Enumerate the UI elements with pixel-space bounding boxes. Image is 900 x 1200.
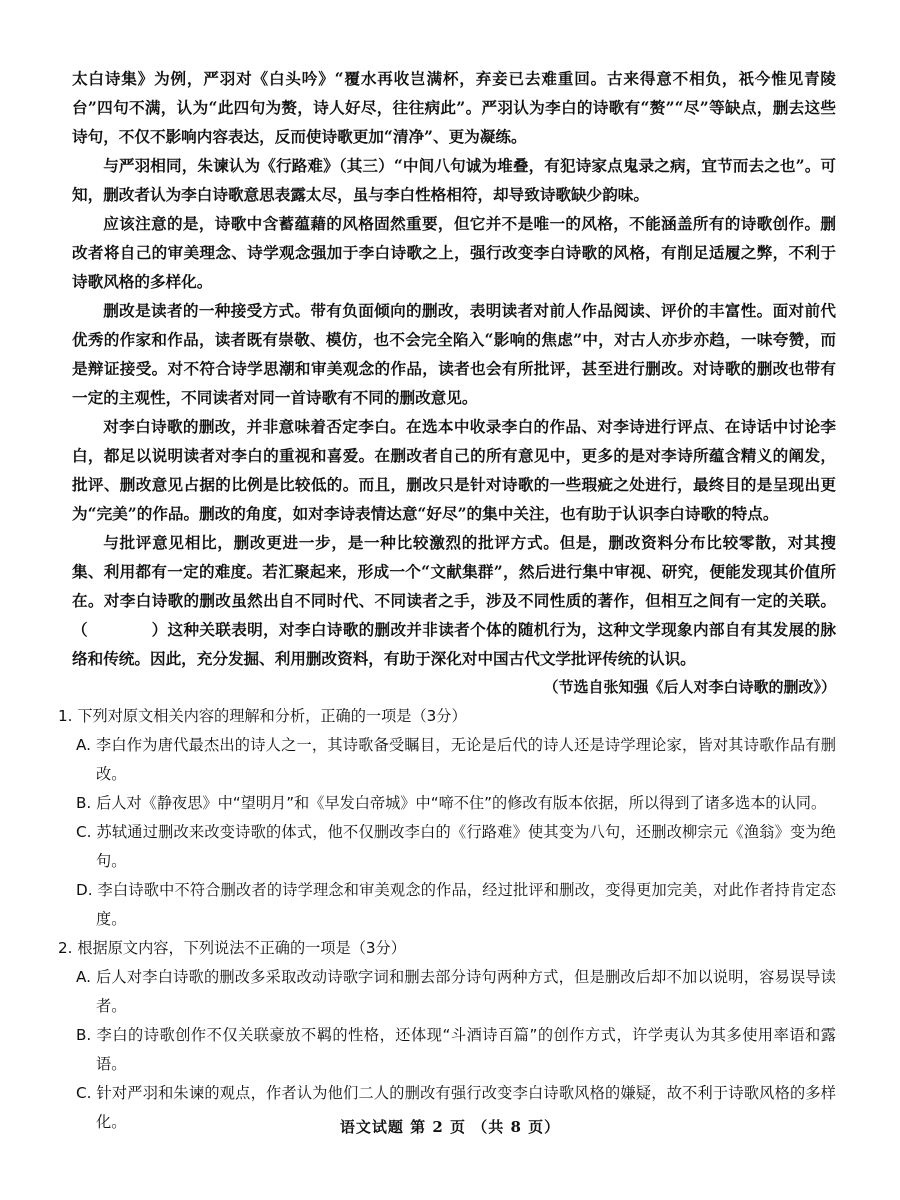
passage-paragraph: 对李白诗歌的删改，并非意味着否定李白。在选本中收录李白的作品、对李诗进行评点、在诗话中讨论李白，都足以说明读者对李白的重视和喜爱。在删改者自己的所有意见中，更多的是对李诗所蕴含精义的阐发，批评、删改意见占据的比例是比较低的。而且，删改只是针对诗歌的一些瑕疵之处进行，最终目的是呈现出更为“完美”的作品。删改的角度，如对李诗表情达意“好尽”的集中关注，也有助于认识李白诗歌的特点。 [72,417,836,523]
option-a: A. 李白作为唐代最杰出的诗人之一，其诗歌备受瞩目，无论是后代的诗人还是诗学理论家，皆对其诗歌作品有删改。 [76,736,836,783]
option-a: A. 后人对李白诗歌的删改多采取改动诗歌字词和删去部分诗句两种方式，但是删改后却不加以说明，容易误导读者。 [76,968,836,1015]
option-d: D. 李白诗歌中不符合删改者的诗学理念和审美观念的作品，经过批评和删改，变得更加完美，对此作者持肯定态度。 [76,881,836,928]
option-b: B. 李白的诗歌创作不仅关联豪放不羁的性格，还体现“斗酒诗百篇”的创作方式，许学夷认为其多使用率语和露语。 [76,1026,836,1073]
exam-page [58,64,836,1137]
option-c: C. 针对严羽和朱谏的观点，作者认为他们二人的删改有强行改变李白诗歌风格的嫌疑，故不利于诗歌风格的多样化。 [76,1084,836,1131]
question-stem: 1. 下列对原文相关内容的理解和分析，正确的一项是（3分） [58,707,467,725]
passage-paragraph: 太白诗集》为例，严羽对《白头吟》“覆水再收岂满杯，弃妾已去难重回。古来得意不相负，祇今惟见青陵台”四句不满，认为“此四句为赘，诗人好尽，往往病此”。严羽认为李白的诗歌有“赘”“尽”等缺点，删去这些诗句，不仅不影响内容表达，反而使诗歌更加“清净”、更为凝练。 [72,69,836,146]
option-b: B. 后人对《静夜思》中“望明月”和《早发白帝城》中“啼不住”的修改有版本依据，所以得到了诸多选本的认同。 [76,794,827,812]
passage-paragraph: 应该注意的是，诗歌中含蓄蕴藉的风格固然重要，但它并不是唯一的风格，不能涵盖所有的诗歌创作。删改者将自己的审美理念、诗学观念强加于李白诗歌之上，强行改变李白诗歌的风格，有削足适履之弊，不利于诗歌风格的多样化。 [72,214,836,291]
question-2 [58,934,836,1137]
option-c: C. 苏轼通过删改来改变诗歌的体式，他不仅删改李白的《行路难》使其变为八句，还删改柳宗元《渔翁》变为绝句。 [76,823,836,870]
question-1 [58,702,836,934]
passage-paragraph: 与批评意见相比，删改更进一步，是一种比较激烈的批评方式。但是，删改资料分布比较零散，对其搜集、利用都有一定的难度。若汇聚起来，形成一个“文献集群”，然后进行集中审视、研究，便能发现其价值所在。对李白诗歌的删改虽然出自不同时代、不同读者之手，涉及不同性质的著作，但相互之间有一定的关联。（ ）这种关联表明，对李白诗歌的删改并非读者个体的随机行为，这种文学现象内部自有其发展的脉络和传统。因此，充分发掘、利用删改资料，有助于深化对中国古代文学批评传统的认识。 [72,533,836,668]
passage-source: （节选自张知强《后人对李白诗歌的删改》） [543,678,836,696]
page-footer: 语文试题 第 2 页 （共 8 页） [339,1118,561,1136]
passage-paragraph: 与严羽相同，朱谏认为《行路难》（其三）“中间八句诚为堆叠，有犯诗家点鬼录之病，宜节而去之也”。可知，删改者认为李白诗歌意思表露太尽，虽与李白性格相符，却导致诗歌缺少韵味。 [72,156,836,204]
question-stem: 2. 根据原文内容，下列说法不正确的一项是（3分） [58,939,406,957]
passage-paragraph: 删改是读者的一种接受方式。带有负面倾向的删改，表明读者对前人作品阅读、评价的丰富性。面对前代优秀的作家和作品，读者既有崇敬、模仿，也不会完全陷入“影响的焦虑”中，对古人亦步亦趋，一味夸赞，而是辩证接受。对不符合诗学思潮和审美观念的作品，读者也会有所批评，甚至进行删改。对诗歌的删改也带有一定的主观性，不同读者对同一首诗歌有不同的删改意见。 [72,301,836,407]
